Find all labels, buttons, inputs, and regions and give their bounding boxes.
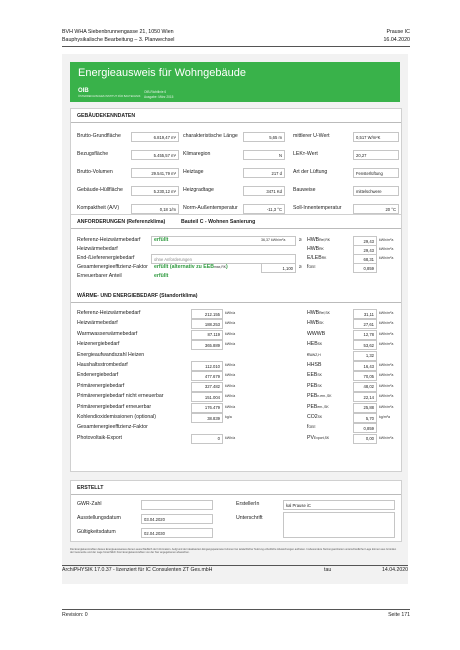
- valid-date-label: Gültigkeitsdatum: [77, 529, 116, 535]
- bd-value: 5.455,57 m²: [153, 152, 176, 158]
- oib-logo-subtitle: ÖSTERREICHISCHES INSTITUT FÜR BAUTECHNIK: [78, 95, 141, 98]
- heat-value: 327.482: [204, 384, 220, 390]
- req-value: 29,43: [363, 238, 374, 244]
- heat-unit: kWh/a: [225, 394, 236, 399]
- heat-unit2: kWh/m²a: [379, 383, 394, 388]
- heat-value2-box: [353, 382, 377, 392]
- heat-label: Heizwärmebedarf: [77, 320, 118, 327]
- disclaimer-note: Die Energiekennzahlen dieses Energieausweises dienen ausschließlich der Information. Aufgrund der idealisierten Eingangsparameter können bei tatsächlicher Nutzung erhebliche Abweichungen auftreten. Insbesondere Nutzungseinheiten unterschiedlicher Lage können aus Gründen der Geometrie und der Lage hinsichtlich ihrer Energiekennzahlen von der hier angegebenen abweichen.: [70, 548, 397, 555]
- heat-value: 176.479: [204, 405, 220, 411]
- heat-value2-box: [353, 413, 377, 423]
- heat-label: Primärenergiebedarf erneuerbar: [77, 403, 152, 410]
- heat-code: HHSB: [307, 362, 322, 368]
- heat-value2: 25,88: [363, 405, 374, 411]
- software-divider: [62, 565, 408, 566]
- req-label: Gesamtenergieeffizienz-Faktor: [77, 264, 148, 270]
- heat-value2: 31,11: [363, 311, 374, 317]
- panel-divider: [71, 494, 401, 495]
- bd-label: Brutto-Grundfläche: [77, 133, 121, 139]
- heat-code: HWBRef,SK: [307, 310, 330, 316]
- bd-value-box: [243, 204, 285, 214]
- heat-value: 477.679: [204, 373, 220, 379]
- requirements-panel: [70, 214, 402, 472]
- bd-value: 5.230,12 m²: [153, 188, 176, 194]
- heat-unit: kWh/a: [225, 373, 236, 378]
- created-title: ERSTELLT: [77, 485, 104, 491]
- req-status: erfüllt: [154, 237, 169, 243]
- issue-date-value: 03.04.2020: [144, 516, 165, 522]
- heat-value-box: [191, 319, 223, 329]
- req-limit-box: [261, 263, 296, 273]
- requirements-component: Bauteil C - Wohnen Sanierung: [181, 219, 256, 225]
- heat-unit2: kWh/m²a: [379, 321, 394, 326]
- issue-date-field: [141, 514, 213, 524]
- bd-label: Heizgradtage: [183, 187, 214, 193]
- heat-value2-box: [353, 392, 377, 402]
- bd-value: 217 d: [271, 170, 282, 176]
- bd-value-box: [131, 150, 179, 160]
- page-number: Seite 171: [388, 612, 410, 618]
- heat-value2: 12,78: [363, 332, 374, 338]
- heat-value-box: [191, 330, 223, 340]
- heat-code: EEBSK: [307, 372, 322, 379]
- heat-unit2: kg/m²a: [379, 415, 390, 419]
- energy-certificate: [62, 54, 408, 584]
- company-name: Prause IC: [386, 29, 410, 35]
- bd-value: Fensterlüftung: [356, 170, 383, 176]
- software-user: tau: [324, 567, 332, 573]
- req-code: fGEE: [307, 264, 316, 270]
- req-status: erfüllt: [154, 273, 169, 279]
- bd-value: -11,3 °C: [266, 206, 282, 212]
- req-symbol: ≥: [299, 237, 302, 243]
- heat-unit2: kWh/m²a: [379, 435, 394, 440]
- heat-value2-box: [353, 330, 377, 340]
- heat-unit2: kWh/m²a: [379, 404, 394, 409]
- heat-value2-box: [353, 340, 377, 350]
- heat-code: CO2SK: [307, 414, 323, 420]
- heat-unit2: kWh/m²a: [379, 331, 394, 336]
- bd-label: Soll-Innentemperatur: [293, 205, 342, 211]
- bd-value-box: [353, 132, 399, 142]
- heat-value: 38.839: [207, 415, 220, 421]
- heat-label: Primärenergiebedarf nicht erneuerbar: [77, 393, 164, 400]
- heat-label: Endenergiebedarf: [77, 372, 119, 379]
- heat-unit: kWh/a: [225, 331, 236, 336]
- req-label: Erneuerbarer Anteil: [77, 273, 122, 279]
- bd-value-box: [131, 186, 179, 196]
- heat-value: 87.119: [207, 332, 220, 338]
- heat-value-box: [191, 382, 223, 392]
- footer-divider: [62, 609, 410, 610]
- bd-label: charakteristische Länge: [183, 133, 238, 139]
- heat-value2-box: [353, 309, 377, 319]
- heat-value-box: [191, 361, 223, 371]
- bd-label: Norm-Außentemperatur: [183, 205, 238, 211]
- bd-value-box: [131, 132, 179, 142]
- heat-energy-title: WÄRME- UND ENERGIEBEDARF (Standortklima): [77, 293, 198, 299]
- bd-value: 0,517 W/m²K: [356, 134, 381, 140]
- bd-value: 0,18 1/m: [159, 206, 176, 212]
- oib-logo: OIB: [78, 88, 89, 94]
- req-code: HWBRK: [307, 246, 324, 252]
- heat-code: HWBSK: [307, 320, 324, 327]
- building-data-title: GEBÄUDEKENNDATEN: [77, 113, 136, 119]
- req-label: Heizwärmebedarf: [77, 246, 118, 252]
- heat-unit2: kWh/m²a: [379, 394, 394, 399]
- heat-value: 188.253: [204, 321, 220, 327]
- bd-label: mittlerer U-Wert: [293, 133, 330, 139]
- heat-value2-box: [353, 351, 377, 361]
- header-divider: [62, 46, 410, 47]
- valid-date-value: 02.04.2030: [144, 530, 165, 536]
- heat-value-box: [191, 371, 223, 381]
- heat-value2-box: [353, 423, 377, 433]
- heat-value2-box: [353, 361, 377, 371]
- bd-label: Gebäude-Hüllfläche: [77, 187, 123, 193]
- heat-label: Kohlendioxidemissionen (optional): [77, 414, 157, 420]
- req-value: 68,31: [363, 256, 374, 262]
- header-left: [62, 28, 174, 44]
- bd-label: Kompaktheit (A/V): [77, 205, 120, 211]
- req-code: HWBRef,RK: [307, 237, 331, 243]
- heat-value2: 70,05: [363, 373, 374, 379]
- bd-label: Art der Lüftung: [293, 169, 328, 175]
- certificate-banner: [70, 62, 400, 102]
- requirements-title: ANFORDERUNGEN (Referenzklima): [77, 219, 166, 225]
- heat-value: 151.004: [204, 394, 220, 400]
- author-field: [283, 500, 395, 510]
- issue-date-label: Ausstellungsdatum: [77, 515, 121, 521]
- bd-value-box: [353, 150, 399, 160]
- bd-value-box: [131, 168, 179, 178]
- bd-value-box: [243, 168, 285, 178]
- bd-value-box: [243, 186, 285, 196]
- heat-unit: kWh/a: [225, 311, 236, 315]
- doc-ref-edition: Ausgabe: März 2015: [144, 94, 174, 99]
- heat-value2: 16,43: [363, 363, 374, 369]
- heat-value2: 22,14: [363, 394, 374, 400]
- req-status: erfüllt (alternativ zu EEBmax,RK): [154, 264, 228, 270]
- signature-field: [283, 512, 395, 538]
- heat-value-box: [191, 413, 223, 423]
- heat-code: PEBSK: [307, 382, 322, 389]
- heat-code: PEBern.,SK: [307, 403, 329, 410]
- heat-code: eAWZ,H: [307, 351, 321, 358]
- heat-value-box: [191, 309, 223, 319]
- heat-code: PEBn.ern.,SK: [307, 393, 332, 400]
- bd-value-box: [353, 186, 399, 196]
- project-name: BVH WHA Siebenbrunnengasse 21, 1050 Wien: [62, 29, 174, 35]
- header-date: 16.04.2020: [383, 37, 410, 43]
- req-label: Referenz-Heizwärmebedarf: [77, 237, 141, 243]
- heat-value: 0: [217, 436, 220, 442]
- heat-label: Warmwasserwärmebedarf: [77, 330, 138, 337]
- bd-label: Brutto-Volumen: [77, 169, 113, 175]
- heat-value: 112.010: [205, 363, 220, 369]
- heat-code: WWWB: [307, 330, 326, 337]
- heat-value2: 53,62: [363, 342, 374, 348]
- bd-value: 20 °C: [385, 206, 396, 212]
- heat-code: PVExport,SK: [307, 434, 330, 441]
- heat-unit2: kWh/m²a: [379, 373, 394, 378]
- header-right: [383, 28, 410, 44]
- bd-value: 20,27: [356, 152, 367, 158]
- req-value: 29,43: [363, 247, 374, 253]
- heat-unit2: kWh/m²a: [379, 342, 394, 347]
- heat-unit2: kWh/m²a: [379, 311, 394, 315]
- bd-value-box: [243, 132, 285, 142]
- heat-value2-box: [353, 371, 377, 381]
- heat-value2-box: [353, 319, 377, 329]
- panel-divider: [71, 228, 401, 229]
- heat-label: Haushaltsstrombedarf: [77, 362, 128, 368]
- gwr-field: [141, 500, 213, 510]
- project-subtitle: Bauphysikalische Bearbeitung – 3. Planwechsel: [62, 37, 175, 43]
- heat-unit: kg/a: [225, 415, 232, 419]
- bd-value: mittelschwere: [356, 188, 382, 194]
- heat-value2: 27,61: [363, 321, 374, 327]
- heat-value: 212.155: [204, 311, 220, 317]
- req-limit: 1,100: [282, 265, 293, 271]
- heat-value2: 1,32: [365, 353, 374, 359]
- bd-value: 29.541,79 m³: [151, 170, 176, 176]
- doc-ref-guideline: OIB-Richtlinie 6: [144, 90, 167, 94]
- req-value-box: [353, 263, 377, 273]
- gwr-label: GWR-Zahl: [77, 501, 102, 507]
- heat-unit: kWh/a: [225, 363, 236, 367]
- heat-value-box: [191, 340, 223, 350]
- heat-value: 365.889: [204, 342, 220, 348]
- bd-value: N: [278, 152, 282, 158]
- author-value: kal Prause iC: [286, 502, 311, 508]
- req-symbol: ≥: [299, 264, 302, 270]
- heat-unit: kWh/a: [225, 435, 236, 440]
- panel-divider: [71, 122, 401, 123]
- req-unit: kWh/m²a: [379, 238, 394, 242]
- heat-value2-box: [353, 403, 377, 413]
- heat-value-box: [191, 392, 223, 402]
- bd-label: Bezugsfläche: [77, 151, 109, 157]
- req-value: 0,859: [363, 265, 374, 271]
- heat-value2-box: [353, 434, 377, 444]
- heat-code: fGEE: [307, 424, 316, 431]
- heat-label: Gesamtenergieeffizienz-Faktor: [77, 424, 148, 431]
- heat-value-box: [191, 403, 223, 413]
- heat-label: Referenz-Heizwärmebedarf: [77, 310, 141, 316]
- heat-value2: 48,02: [363, 384, 374, 390]
- heat-unit: kWh/a: [225, 342, 236, 347]
- valid-date-field: [141, 528, 213, 538]
- req-label: End-/Lieferenergiebedarf: [77, 255, 135, 261]
- bd-label: Klimaregion: [183, 151, 211, 157]
- heat-value2: 0,859: [363, 425, 374, 431]
- created-panel: [70, 480, 402, 542]
- req-unit: kWh/m²a: [379, 256, 394, 260]
- heat-unit2: kWh/m²a: [379, 363, 394, 367]
- bd-label: Heiztage: [183, 169, 204, 175]
- heat-label: Heizenergiebedarf: [77, 341, 120, 348]
- heat-label: Photovoltaik-Export: [77, 434, 122, 441]
- bd-value-box: [243, 150, 285, 160]
- oib-document-reference: [144, 90, 173, 99]
- bd-value-box: [353, 168, 399, 178]
- heat-unit: kWh/a: [225, 404, 236, 409]
- bd-value-box: [353, 204, 399, 214]
- heat-unit: kWh/a: [225, 321, 236, 326]
- heat-value2: 5,70: [365, 415, 374, 421]
- heat-unit: kWh/a: [225, 383, 236, 388]
- heat-code: HEBSK: [307, 341, 323, 348]
- bd-value: 5,65 m: [269, 134, 282, 140]
- bd-value: 3471 Kd: [266, 188, 282, 194]
- bd-value-box: [131, 204, 179, 214]
- heat-value2: 0,00: [365, 436, 374, 442]
- revision: Revision: 0: [62, 612, 88, 618]
- software-date: 14.04.2020: [382, 567, 408, 573]
- bd-label: Bauweise: [293, 187, 316, 193]
- certificate-title: Energieausweis für Wohngebäude: [78, 67, 246, 79]
- heat-value-box: [191, 434, 223, 444]
- heat-label: Primärenergiebedarf: [77, 382, 125, 389]
- req-code: E/LEBRK: [307, 255, 327, 261]
- req-unit: kWh/m²a: [379, 247, 394, 251]
- req-status: ohne Anforderungen: [154, 256, 192, 262]
- panel-divider: [71, 302, 401, 303]
- signature-label: Unterschrift: [236, 515, 263, 521]
- bd-label: LEKᴛ-Wert: [293, 151, 318, 157]
- req-limit: 36,37 kWh/m²a: [261, 238, 286, 242]
- author-label: ErstellerIn: [236, 501, 260, 507]
- software-license: ArchiPHYSIK 17.0.37 - lizenziert für IC Consulenten ZT Ges.mbH: [62, 567, 213, 573]
- bd-value: 6.819,47 m²: [153, 134, 176, 140]
- heat-label: Energieaufwandszahl Heizen: [77, 351, 145, 358]
